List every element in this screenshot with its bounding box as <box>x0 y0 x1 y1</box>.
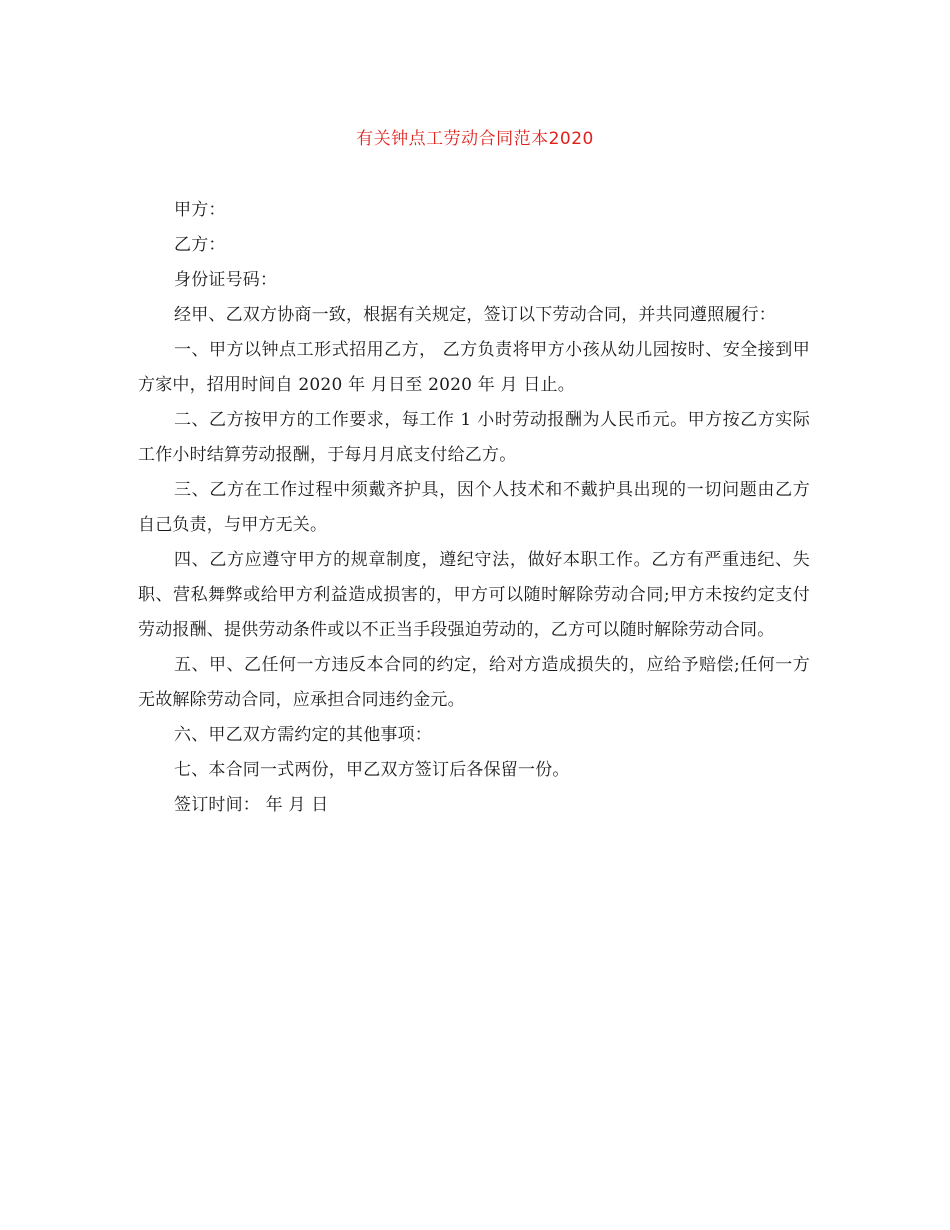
document-title: 有关钟点工劳动合同范本2020 <box>356 129 594 149</box>
clause-4: 四、乙方应遵守甲方的规章制度，遵纪守法，做好本职工作。乙方有严重违纪、失职、营私舞弊或给甲方利益造成损害的，甲方可以随时解除劳动合同;甲方未按约定支付劳动报酬、提供劳动条件或以不正当手段强迫劳动的，乙方可以随时解除劳动合同。 <box>138 550 810 640</box>
clause-5: 五、甲、乙任何一方违反本合同的约定，给对方造成损失的，应给予赔偿;任何一方无故解除劳动合同，应承担合同违约金元。 <box>138 655 810 710</box>
id-number-line: 身份证号码： <box>174 270 278 290</box>
document-body <box>138 193 810 823</box>
preamble-paragraph: 经甲、乙双方协商一致，根据有关规定，签订以下劳动合同，并共同遵照履行： <box>174 305 776 325</box>
signing-date-line: 签订时间： 年 月 日 <box>174 795 329 815</box>
clause-6: 六、甲乙双方需约定的其他事项： <box>174 725 432 745</box>
clause-2: 二、乙方按甲方的工作要求，每工作 1 小时劳动报酬为人民币元。甲方按乙方实际工作小时结算劳动报酬，于每月月底支付给乙方。 <box>138 410 810 465</box>
party-b-line: 乙方： <box>174 235 226 255</box>
party-a-line: 甲方： <box>174 200 226 220</box>
clause-1: 一、甲方以钟点工形式招用乙方， 乙方负责将甲方小孩从幼儿园按时、安全接到甲方家中，招用时间自 2020 年 月日至 2020 年 月 日止。 <box>138 340 810 395</box>
clause-3: 三、乙方在工作过程中须戴齐护具，因个人技术和不戴护具出现的一切问题由乙方自己负责，与甲方无关。 <box>138 480 810 535</box>
clause-7: 七、本合同一式两份，甲乙双方签订后各保留一份。 <box>174 760 570 780</box>
